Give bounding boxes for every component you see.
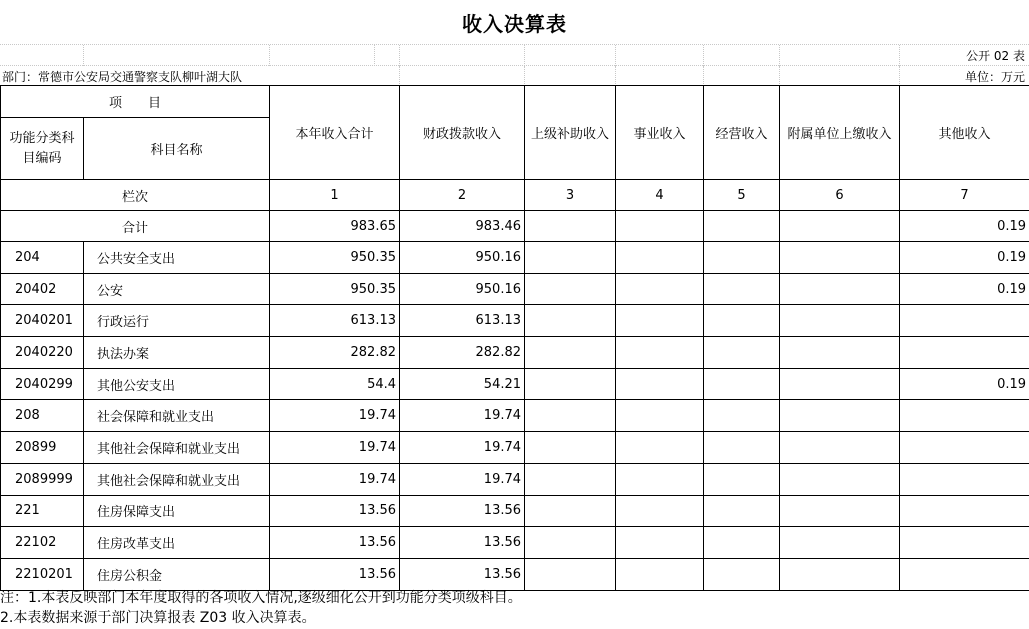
amount-cell (616, 400, 704, 432)
amount-cell: 0.19 (900, 273, 1029, 305)
amount-cell (780, 400, 900, 432)
seq-number: 7 (900, 180, 1029, 211)
amount-cell (525, 305, 616, 337)
total-label: 合计 (1, 211, 270, 242)
seq-label: 栏次 (1, 180, 270, 211)
amount-cell (616, 558, 704, 590)
table-row (1, 400, 1029, 432)
func-code-cell: 221 (1, 495, 84, 527)
amount-cell (900, 337, 1029, 369)
amount-cell: 19.74 (400, 463, 525, 495)
amount-cell (616, 273, 704, 305)
table-number-row (0, 44, 1029, 66)
amount-cell: 54.21 (400, 368, 525, 400)
col-header: 附属单位上缴收入 (780, 86, 900, 180)
amount-cell (704, 242, 780, 274)
amount-cell: 13.56 (270, 495, 400, 527)
total-cell: 0.19 (900, 211, 1029, 242)
total-row (1, 211, 1029, 242)
table-row (1, 527, 1029, 559)
col-header: 事业收入 (616, 86, 704, 180)
seq-number: 1 (270, 180, 400, 211)
amount-cell (525, 368, 616, 400)
amount-cell (525, 273, 616, 305)
amount-cell (704, 305, 780, 337)
amount-cell: 13.56 (400, 558, 525, 590)
amount-cell (616, 368, 704, 400)
subject-name-cell: 社会保障和就业支出 (84, 400, 270, 432)
func-code-cell: 20899 (1, 432, 84, 464)
amount-cell (616, 337, 704, 369)
subject-name-cell: 其他公安支出 (84, 368, 270, 400)
subject-name-cell: 住房改革支出 (84, 527, 270, 559)
amount-cell (616, 463, 704, 495)
note-line: 2.本表数据来源于部门决算报表 Z03 收入决算表。 (0, 610, 316, 626)
func-code-cell: 2040220 (1, 337, 84, 369)
table-row (1, 463, 1029, 495)
total-cell (704, 211, 780, 242)
amount-cell (780, 273, 900, 305)
amount-cell: 19.74 (270, 400, 400, 432)
func-code-cell: 2089999 (1, 463, 84, 495)
amount-cell: 613.13 (270, 305, 400, 337)
amount-cell: 13.56 (270, 558, 400, 590)
amount-cell (616, 242, 704, 274)
table-row (1, 368, 1029, 400)
col-header: 上级补助收入 (525, 86, 616, 180)
amount-cell: 0.19 (900, 368, 1029, 400)
amount-cell: 13.56 (270, 527, 400, 559)
col-header: 本年收入合计 (270, 86, 400, 180)
amount-cell: 282.82 (400, 337, 525, 369)
col-header: 财政拨款收入 (400, 86, 525, 180)
amount-cell: 19.74 (400, 432, 525, 464)
amount-cell: 19.74 (400, 400, 525, 432)
subject-name-cell: 公共安全支出 (84, 242, 270, 274)
subject-name-header: 科目名称 (84, 118, 270, 180)
page-title: 收入决算表 (462, 12, 567, 36)
func-code-cell: 2210201 (1, 558, 84, 590)
amount-cell (616, 527, 704, 559)
amount-cell (900, 305, 1029, 337)
amount-cell (780, 242, 900, 274)
func-code-header: 功能分类科目编码 (1, 118, 84, 180)
amount-cell: 0.19 (900, 242, 1029, 274)
amount-cell (780, 495, 900, 527)
amount-cell (780, 463, 900, 495)
amount-cell (525, 432, 616, 464)
amount-cell (704, 432, 780, 464)
total-cell (616, 211, 704, 242)
func-code-cell: 2040201 (1, 305, 84, 337)
col-header: 经营收入 (704, 86, 780, 180)
table-number: 公开 02 表 (966, 49, 1025, 63)
amount-cell (525, 558, 616, 590)
amount-cell (616, 432, 704, 464)
subject-name-cell: 住房保障支出 (84, 495, 270, 527)
amount-cell (525, 337, 616, 369)
total-cell (525, 211, 616, 242)
amount-cell (900, 432, 1029, 464)
amount-cell (780, 337, 900, 369)
seq-number: 5 (704, 180, 780, 211)
income-table (0, 85, 1029, 591)
table-row (1, 432, 1029, 464)
note-line: 注：1.本表反映部门本年度取得的各项收入情况,逐级细化公开到功能分类项级科目。 (0, 590, 522, 606)
amount-cell (704, 463, 780, 495)
amount-cell (780, 432, 900, 464)
amount-cell (900, 527, 1029, 559)
amount-cell: 950.16 (400, 273, 525, 305)
amount-cell: 613.13 (400, 305, 525, 337)
func-code-cell: 204 (1, 242, 84, 274)
amount-cell (704, 558, 780, 590)
subject-name-cell: 公安 (84, 273, 270, 305)
amount-cell (616, 305, 704, 337)
table-row (1, 337, 1029, 369)
amount-cell (525, 527, 616, 559)
amount-cell (704, 273, 780, 305)
table-row (1, 305, 1029, 337)
amount-cell (704, 368, 780, 400)
func-code-cell: 22102 (1, 527, 84, 559)
amount-cell (780, 558, 900, 590)
amount-cell: 19.74 (270, 432, 400, 464)
func-code-cell: 208 (1, 400, 84, 432)
amount-cell (780, 305, 900, 337)
total-cell: 983.65 (270, 211, 400, 242)
department-row (0, 65, 1029, 86)
seq-number: 3 (525, 180, 616, 211)
notes (0, 588, 522, 628)
subject-name-cell: 行政运行 (84, 305, 270, 337)
amount-cell (900, 495, 1029, 527)
amount-cell (525, 400, 616, 432)
amount-cell: 54.4 (270, 368, 400, 400)
col-header: 其他收入 (900, 86, 1029, 180)
amount-cell (780, 527, 900, 559)
seq-number: 2 (400, 180, 525, 211)
item-header: 项 目 (1, 86, 270, 118)
amount-cell (900, 400, 1029, 432)
table-row (1, 273, 1029, 305)
seq-number: 6 (780, 180, 900, 211)
amount-cell (780, 368, 900, 400)
seq-number: 4 (616, 180, 704, 211)
amount-cell (704, 495, 780, 527)
amount-cell (900, 463, 1029, 495)
amount-cell (704, 527, 780, 559)
subject-name-cell: 其他社会保障和就业支出 (84, 432, 270, 464)
total-cell: 983.46 (400, 211, 525, 242)
amount-cell: 13.56 (400, 527, 525, 559)
amount-cell: 19.74 (270, 463, 400, 495)
table-row (1, 558, 1029, 590)
amount-cell (525, 495, 616, 527)
unit-label: 单位：万元 (964, 70, 1025, 84)
func-code-cell: 2040299 (1, 368, 84, 400)
amount-cell (616, 495, 704, 527)
amount-cell (704, 337, 780, 369)
subject-name-cell: 执法办案 (84, 337, 270, 369)
table-row (1, 242, 1029, 274)
subject-name-cell: 其他社会保障和就业支出 (84, 463, 270, 495)
amount-cell (525, 242, 616, 274)
subject-name-cell: 住房公积金 (84, 558, 270, 590)
amount-cell (900, 558, 1029, 590)
amount-cell: 13.56 (400, 495, 525, 527)
amount-cell: 950.16 (400, 242, 525, 274)
total-cell (780, 211, 900, 242)
amount-cell: 950.35 (270, 242, 400, 274)
func-code-cell: 20402 (1, 273, 84, 305)
amount-cell: 950.35 (270, 273, 400, 305)
amount-cell: 282.82 (270, 337, 400, 369)
department-label: 部门：常德市公安局交通警察支队柳叶湖大队 (2, 70, 243, 84)
table-row (1, 495, 1029, 527)
amount-cell (525, 463, 616, 495)
amount-cell (704, 400, 780, 432)
